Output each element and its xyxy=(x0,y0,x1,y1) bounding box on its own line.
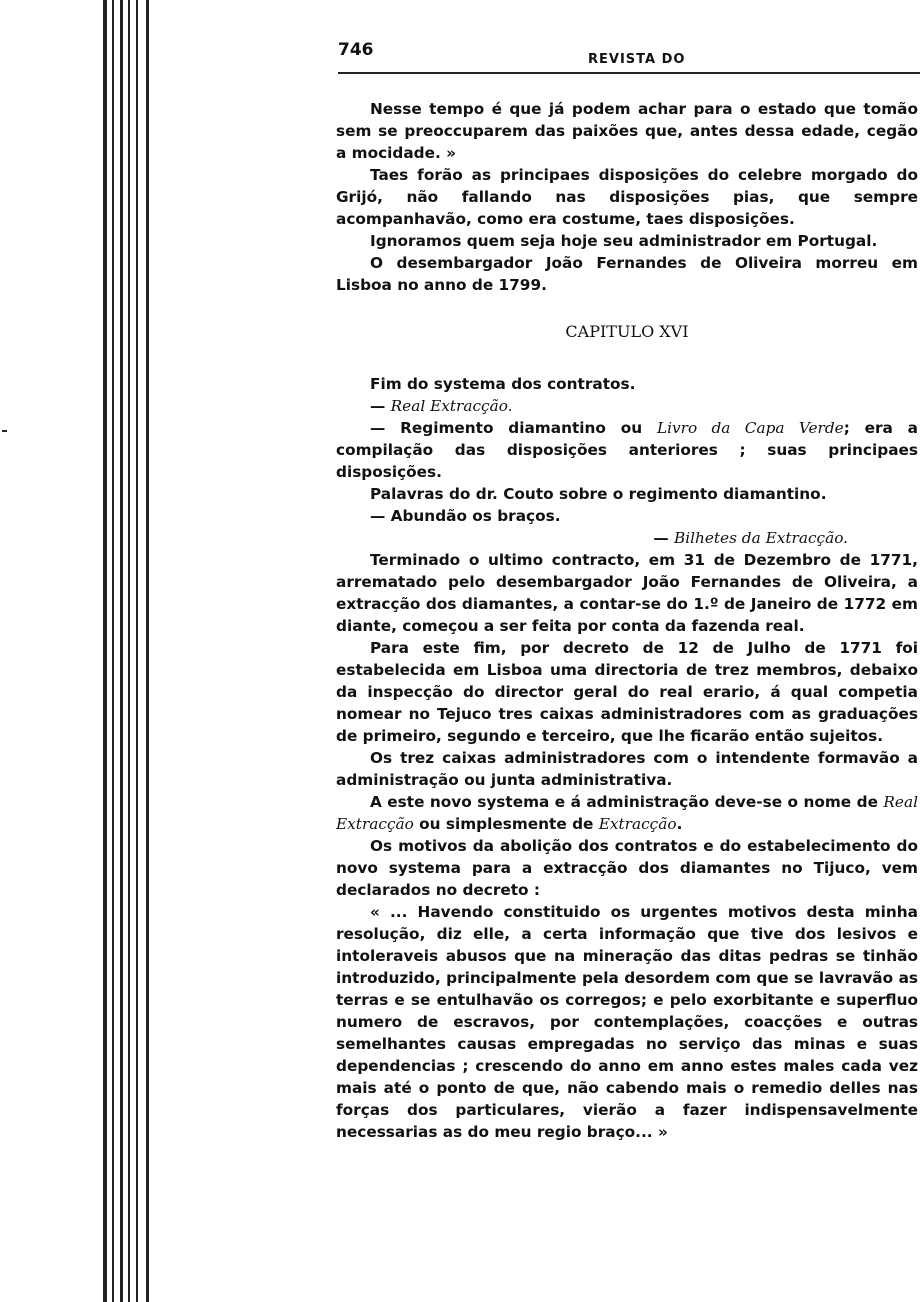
text-run: A este novo systema e á administração deve-se o nome de xyxy=(370,793,884,811)
gutter-line xyxy=(146,0,149,1302)
paragraph: Nesse tempo é que já podem achar para o estado que tomão sem se preoccuparem das paixões que, antes dessa edade, cegão a mocidade. » xyxy=(336,100,918,162)
paragraph: Os motivos da abolição dos contratos e do estabelecimento do novo systema para a extracção dos diamantes no Tijuco, vem declarados no decreto : xyxy=(336,837,918,899)
paragraph: Terminado o ultimo contracto, em 31 de Dezembro de 1771, arrematado pelo desembargador João Fernandes de Oliveira, a extracção dos diamantes, a contar-se do 1.º de Janeiro de 1772 em diante, começou a ser feita por conta da fazenda real. xyxy=(336,551,918,635)
summary-dash: — xyxy=(653,529,674,547)
paragraph: Taes forão as principaes disposições do celebre morgado do Grijó, não fallando nas disposições pias, que sempre acompanhavão, como era costume, taes disposições. xyxy=(336,166,918,228)
gutter-line xyxy=(103,0,107,1302)
gutter-line xyxy=(128,0,130,1302)
edge-mark xyxy=(2,430,7,432)
running-title: REVISTA DO xyxy=(588,52,686,67)
summary-line: Fim do systema dos contratos. xyxy=(370,375,636,393)
paragraph: Os trez caixas administradores com o intendente formavão a administração ou junta administrativa. xyxy=(336,749,918,789)
summary-line xyxy=(336,417,918,483)
summary-text: ; era a compilação das disposições anteriores ; suas principaes disposições. xyxy=(336,419,918,481)
text-run: . xyxy=(676,815,683,833)
summary-text: — Regimento diamantino ou xyxy=(370,419,657,437)
book-gutter xyxy=(0,0,160,1302)
page-header xyxy=(338,40,920,70)
summary-italic: Real Extracção. xyxy=(390,397,513,415)
quotation: « ... Havendo constituido os urgentes motivos desta minha resolução, diz elle, a certa informação que tive dos lesivos e intoleraveis abusos que na mineração das ditas pedras se tinhão introduzido, principalmente pela desordem com que se lavravão as terras e se entulhavão os corregos; e pelo exorbitante e superfluo numero de escravos, por contemplações, coacções e outras semelhantes causas empregadas no serviço das minas e suas dependencias ; crescendo do anno em anno estes males cada vez mais até o ponto de que, não cabendo mais o remedio delles nas forças dos particulares, vierão a fazer indispensavelmente necessarias as do meu regio braço... » xyxy=(336,903,918,1141)
gutter-line xyxy=(136,0,138,1302)
chapter-heading: CAPITULO XVI xyxy=(565,322,689,341)
page-body xyxy=(336,98,918,1143)
chapter-summary xyxy=(336,373,918,549)
gutter-line xyxy=(120,0,123,1302)
summary-line: Palavras do dr. Couto sobre o regimento diamantino. xyxy=(370,485,827,503)
summary-line xyxy=(336,395,918,417)
paragraph xyxy=(336,791,918,835)
page-number: 746 xyxy=(338,40,374,60)
summary-italic: Bilhetes da Extracção. xyxy=(673,529,848,547)
paragraph: O desembargador João Fernandes de Oliveira morreu em Lisboa no anno de 1799. xyxy=(336,254,918,294)
header-rule xyxy=(338,72,920,74)
summary-line xyxy=(336,527,918,549)
summary-line: — Abundão os braços. xyxy=(370,507,561,525)
italic-run: Extracção xyxy=(598,815,677,833)
gutter-line xyxy=(112,0,114,1302)
paragraph: Para este fim, por decreto de 12 de Julho de 1771 foi estabelecida em Lisboa uma directoria de trez membros, debaixo da inspecção do director geral do real erario, á qual competia nomear no Tejuco tres caixas administradores com as graduações de primeiro, segundo e terceiro, que lhe ficarão então sujeitos. xyxy=(336,639,918,745)
text-run: ou simplesmente de xyxy=(413,815,599,833)
summary-dash: — xyxy=(370,397,391,415)
italic-run: Real Extracção xyxy=(336,793,918,833)
summary-italic: Livro da Capa Verde xyxy=(656,419,844,437)
paragraph: Ignoramos quem seja hoje seu administrador em Portugal. xyxy=(370,232,878,250)
